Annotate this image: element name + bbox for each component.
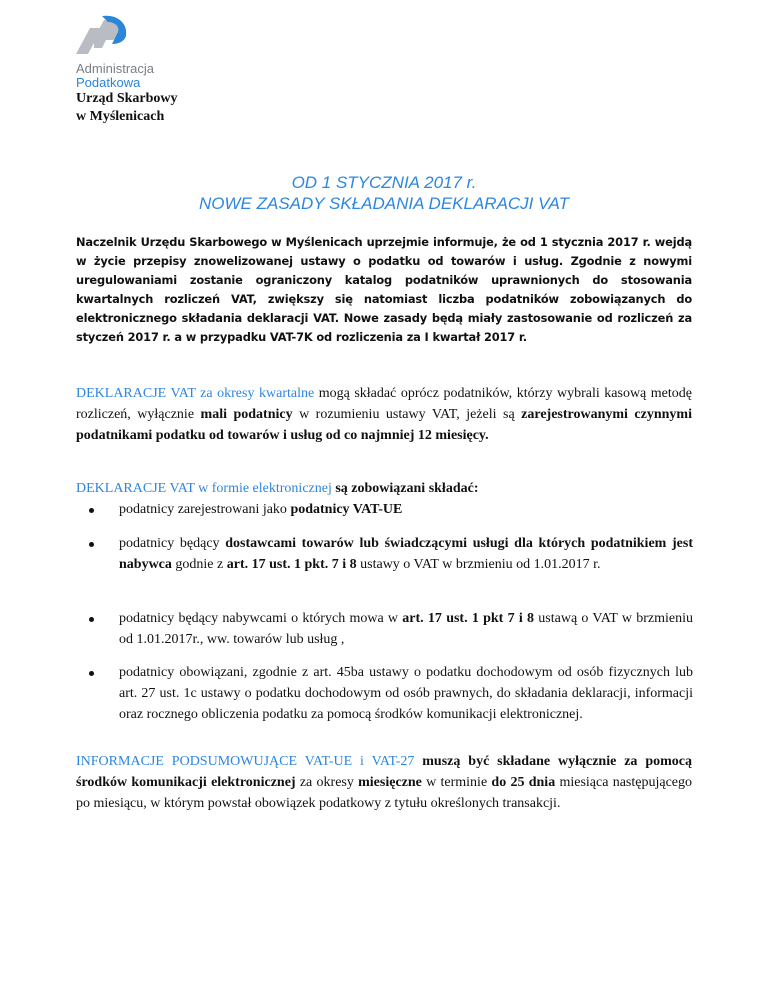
bullet2-text1: podatnicy będący bbox=[119, 536, 226, 551]
office-line2: w Myślenicach bbox=[76, 109, 165, 124]
office-line1: Urząd Skarbowy bbox=[76, 91, 178, 106]
bullet4-text: podatnicy obowiązani, zgodnie z art. 45ba ustawy o podatku dochodowym od osób fizycznych lub art. 27 ust. 1c ustawy o podatku dochodowym od osób prawnych, do składania deklaracji, informacji oraz rocznego obliczenia podatku za pomocą środków komunikacji elektronicznej. bbox=[119, 665, 693, 722]
section3-bold1: muszą być składane wyłącznie za pomocą środków komunikacji elektronicznej bbox=[76, 754, 692, 790]
section3-bold3: do 25 dnia bbox=[491, 775, 556, 790]
section3-heading: INFORMACJE PODSUMOWUJĄCE VAT-UE i VAT-27 bbox=[76, 754, 415, 769]
section3-text1: za okresy bbox=[295, 775, 359, 790]
logo-text-line1: Administracja bbox=[76, 61, 155, 76]
bullet2-text3: ustawy o VAT w brzmieniu od 1.01.2017 r. bbox=[356, 557, 601, 572]
office-name bbox=[76, 90, 178, 126]
bullet3-text1: podatnicy będący nabywcami o których mowa w bbox=[119, 611, 403, 626]
section1-text2: w rozumieniu ustawy VAT, jeżeli są bbox=[292, 407, 522, 422]
logo-text-line2: Podatkowa bbox=[76, 75, 141, 90]
bullet3-text2: ustawą o VAT w brzmieniu od 1.01.2017r., ww. towarów lub usług , bbox=[119, 611, 693, 647]
section2-heading-tail: są zobowiązani składać: bbox=[331, 481, 479, 496]
section3-text3: miesiąca następującego po miesiącu, w którym powstał obowiązek podatkowy z tytułu określonych transakcji. bbox=[76, 775, 692, 811]
section2-heading: DEKLARACJE VAT w formie elektronicznej bbox=[76, 481, 332, 496]
section1-text1: mogą składać oprócz podatników, którzy wybrali kasową metodę rozliczeń, wyłącznie bbox=[76, 386, 692, 422]
section-electronic-declarations-heading bbox=[76, 478, 692, 499]
page-title bbox=[0, 172, 768, 214]
section1-bold1: mali podatnicy bbox=[200, 407, 293, 422]
bullet2-text2: godnie z bbox=[171, 557, 227, 572]
bullet-dot-icon bbox=[89, 508, 94, 513]
bullet1-text: podatnicy zarejestrowani jako bbox=[119, 502, 291, 517]
bullet-dot-icon bbox=[89, 671, 94, 676]
section-summary-information bbox=[76, 751, 692, 814]
logo-mark-icon bbox=[72, 14, 132, 60]
section-quarterly-declarations bbox=[76, 383, 692, 446]
bullet-dot-icon bbox=[89, 617, 94, 622]
administracja-podatkowa-logo bbox=[72, 14, 162, 94]
title-line2: NOWE ZASADY SKŁADANIA DEKLARACJI VAT bbox=[198, 194, 569, 213]
bullet1-bold: podatnicy VAT-UE bbox=[290, 502, 403, 517]
intro-paragraph: Naczelnik Urzędu Skarbowego w Myślenicach uprzejmie informuje, że od 1 stycznia 2017 r. wejdą w życie przepisy znowelizowanej ustawy o podatku od towarów i usług. Zgodnie z nowymi uregulowaniami zostanie ograniczony katalog podatników uprawnionych do stosowania kwartalnych rozliczeń VAT, zwiększy się natomiast liczba podatników zobowiązanych do elektronicznego składania deklaracji VAT. Nowe zasady będą miały zastosowanie od rozliczeń za styczeń 2017 r. a w przypadku VAT-7K od rozliczenia za I kwartał 2017 r. bbox=[76, 235, 692, 344]
bullet3-bold1: art. 17 ust. 1 pkt 7 i 8 bbox=[402, 611, 535, 626]
bullet-dot-icon bbox=[89, 542, 94, 547]
section1-heading: DEKLARACJE VAT za okresy kwartalne bbox=[76, 386, 315, 401]
section1-bold2: zarejestrowanymi czynnymi podatnikami podatku od towarów i usług od co najmniej 12 miesięcy. bbox=[76, 407, 692, 443]
title-line1: OD 1 STYCZNIA 2017 r. bbox=[291, 173, 477, 192]
bullet2-bold2: art. 17 ust. 1 pkt. 7 i 8 bbox=[226, 557, 357, 572]
section3-text2: w terminie bbox=[421, 775, 492, 790]
bullet2-bold1: dostawcami towarów lub świadczącymi usługi dla których podatnikiem jest nabywca bbox=[119, 536, 693, 572]
section3-bold2: miesięczne bbox=[358, 775, 422, 790]
